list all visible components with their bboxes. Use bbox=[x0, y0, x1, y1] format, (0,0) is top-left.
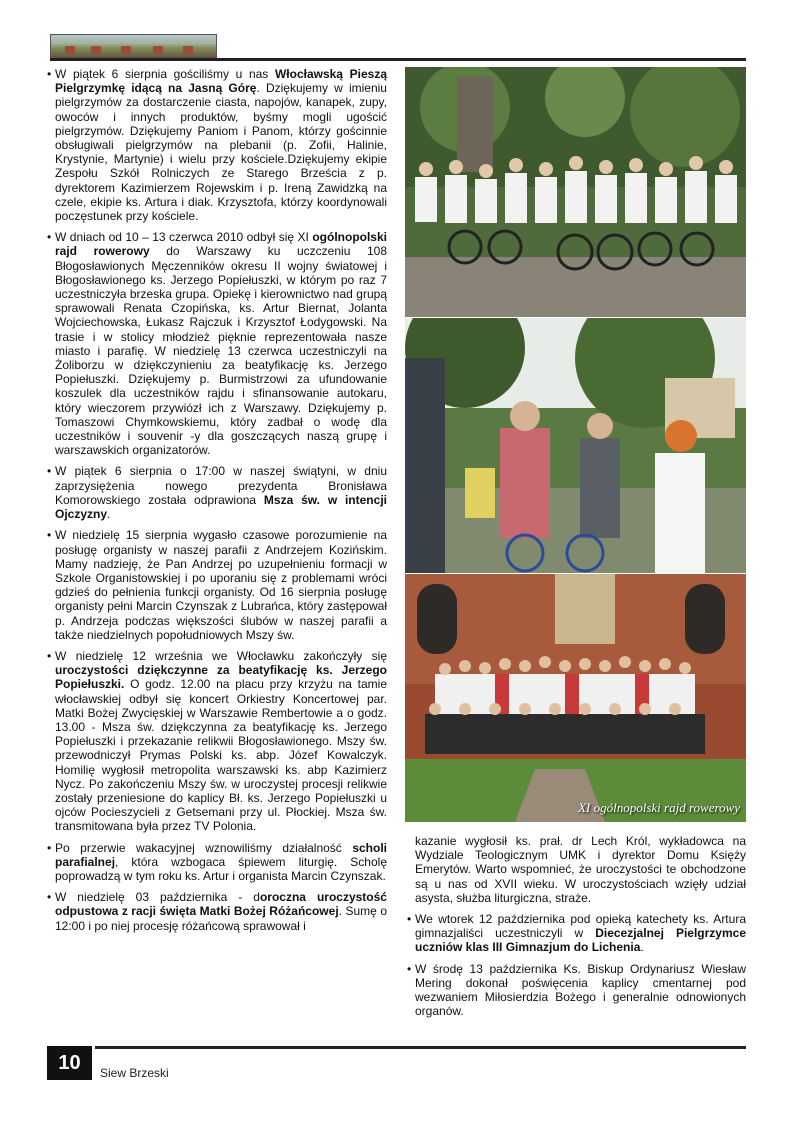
bullet: • bbox=[407, 961, 412, 976]
header-rule bbox=[50, 58, 746, 61]
bullet: • bbox=[47, 840, 52, 855]
emphasis: uroczystości dziękczynne za beatyfikację ks. Jerzego Popiełuszki. bbox=[55, 663, 387, 692]
news-entry: kazanie wygłosił ks. prał. dr Lech Król, wykładowca na Wydziale Teologicznym UMK i dyrektor Domu Księży Emerytów. Warto wspomnieć, że uroczystości te obchodzone są u nas od XVII wieku. W uroczystościach wzięły udział asysta, służba liturgiczna, straże. bbox=[415, 834, 746, 905]
header-town-image bbox=[50, 34, 217, 58]
emphasis: ogólnopolski rajd rowerowy bbox=[55, 230, 387, 259]
right-column bbox=[407, 834, 746, 1025]
news-entry: • W dniach od 10 – 13 czerwca 2010 odbył się XI ogólnopolski rajd rowerowy do Warszawy ku uczczeniu 108 Błogosławionych Męczenników okresu II wojny światowej i Błogosławionego ks. Jerzego Popiełuszki, w którym po raz 7 uczestniczyła brzeska grupa. Opiekę i kierownictwo nad grupą sprawowali Renata Czopińska, ks. Artur Biernat, Jolanta Wojciechowska, Łukasz Rajczuk i Krzysztof Łodygowski. Na trasie i w stolicy młodzież pięknie reprezentowała nasze miasto i parafię. W niedzielę 13 czerwca uczestniczyli na Żoliborzu w dziękczynieniu za beatyfikację ks. Jerzego Popiełuszki. Dziękujemy p. Burmistrzowi za ufundowanie koszulek dla uczestników rajdu i sfinansowanie autokaru, który wieczorem przywiózł ich z Warszawy. Dziękujemy p. Tomaszowi Chymkowskiemu, który zadbał o wodę dla uczestników i souvenir -y dla goszczących naszą grupę i warszawskich organizatorów. bbox=[47, 230, 387, 458]
photo-talking-image bbox=[405, 318, 746, 573]
news-entry: • W piątek 6 sierpnia gościliśmy u nas Włocławską Pieszą Pielgrzymkę idącą na Jasną Górę. Dziękujemy w imieniu pielgrzymów za dostarczenie ciasta, napojów, kanapek, zupy, owoców i innych produktów, byśmy mogli ugościć pielgrzymów. Dziękujemy Paniom i Panom, którzy gościnnie obsługiwali pielgrzymów na plebanii (p. Zofii, Halinie, Krystynie, Martynie) i wielu przy kościele.Dziękujemy ekipie Zespołu Szkół Rolniczych ze Starego Brześcia z p. dyrektorem Kazimierzem Rojewskim i p. Ireną Zawidzką na czele, ekipie ks. Artura i diak. Krzysztofa, którzy koordynowali poczęstunek przy kościele. bbox=[47, 67, 387, 224]
news-entry: • W niedzielę 12 września we Włocławku zakończyły się uroczystości dziękczynne za beatyfikację ks. Jerzego Popiełuszki. O godz. 12.00 na placu przy krzyżu na tamie włocławskiej odbył się koncert Orkiestry Koncertowej par. Matki Bożej Zwycięskiej w Warszawie Rembertowie a o godz. 13.00 - Msza św. dziękczynna za beatyfikację ks. Jerzego Popiełuszki i przekazanie relikwii Błogosławionego. Mszy św. przewodniczył Prymas Polski ks. abp. Józef Kowalczyk. Homilię wygłosił metropolita warszawski ks. abp Kazimierz Nycz. Po zakończeniu Mszy św. w uroczystej procesji relikwie zostały przeniesione do kaplicy Bł. ks. Jerzego Popiełuszki u ojców Pocieszycieli z Getsemani przy ul. Płockiej. Msza św. transmitowana była przez TV Polonia. bbox=[47, 648, 387, 834]
page-number: 10 bbox=[47, 1046, 92, 1080]
publication-name: Siew Brzeski bbox=[100, 1066, 169, 1080]
photo-cyclists-image bbox=[405, 67, 746, 317]
emphasis: Msza św. w intencji Ojczyzny bbox=[55, 492, 387, 522]
photo-rally-group bbox=[405, 574, 746, 822]
bullet: • bbox=[47, 230, 52, 245]
emphasis: Włocławską Pieszą Pielgrzymkę idącą na Jasną Górę bbox=[55, 67, 387, 96]
bullet: • bbox=[47, 464, 52, 479]
left-column bbox=[47, 67, 387, 940]
news-entry: • W środę 13 października Ks. Biskup Ordynariusz Wiesław Mering dokonał poświęcenia kaplicy cmentarnej pod wezwaniem Miłosierdzia Bożego i generalnie odnowionych organów. bbox=[407, 961, 746, 1019]
photo-caption: XI ogólnopolski rajd rowerowy bbox=[578, 800, 740, 815]
emphasis: scholi parafialnej bbox=[55, 840, 387, 869]
news-entry: • W piątek 6 sierpnia o 17:00 w naszej świątyni, w dniu zaprzysiężenia nowego prezydenta Bronisława Komorowskiego została odprawiona Msza św. w intencji Ojczyzny. bbox=[47, 464, 387, 522]
footer-rule bbox=[95, 1046, 746, 1049]
photo-people-talking bbox=[405, 318, 746, 573]
bullet: • bbox=[407, 912, 412, 927]
news-entry: • Po przerwie wakacyjnej wznowiliśmy działalność scholi parafialnej, która wzbogaca śpiewem liturgię. Scholę poprowadzą w tym roku ks. Artur i organista Marcin Czynszak. bbox=[47, 840, 387, 883]
news-entry: • W niedzielę 03 października - doroczna uroczystość odpustowa z racji święta Matki Bożej Różańcowej. Sumę o 12:00 i po niej procesję różańcową sprawował i bbox=[47, 890, 387, 933]
photo-cyclists-group bbox=[405, 67, 746, 317]
news-entry: • W niedzielę 15 sierpnia wygasło czasowe porozumienie na posługę organisty w naszej parafii z Andrzejem Kozińskim. Mamy nadzieję, że Pan Andrzej po uzupełnieniu formacji w Szkole Organistowskiej i po uporaniu się z problemami wróci gdzieś do pełnienia funkcji organisty. Od 16 sierpnia posługę organisty pełni Marcin Czynszak z Lubrańca, który zastępował p. Andrzeja podczas większości ślubów w naszej parafii a także niedzielnych popołudniowych Mszy św. bbox=[47, 528, 387, 642]
emphasis: oroczna uroczystość odpustowa z racji święta Matki Bożej Różańcowej bbox=[55, 890, 387, 919]
emphasis: Diecezjalnej Pielgrzymce uczniów klas III Gimnazjum do Lichenia bbox=[415, 926, 746, 955]
bullet: • bbox=[47, 890, 52, 905]
bullet: • bbox=[47, 67, 52, 81]
bullet: • bbox=[47, 648, 52, 663]
news-entry: • We wtorek 12 października pod opieką katechety ks. Artura gimnazjaliści uczestniczyli w Diecezjalnej Pielgrzymce uczniów klas III Gimnazjum do Lichenia. bbox=[407, 912, 746, 955]
bullet: • bbox=[47, 528, 52, 543]
photo-group-image bbox=[405, 574, 746, 822]
